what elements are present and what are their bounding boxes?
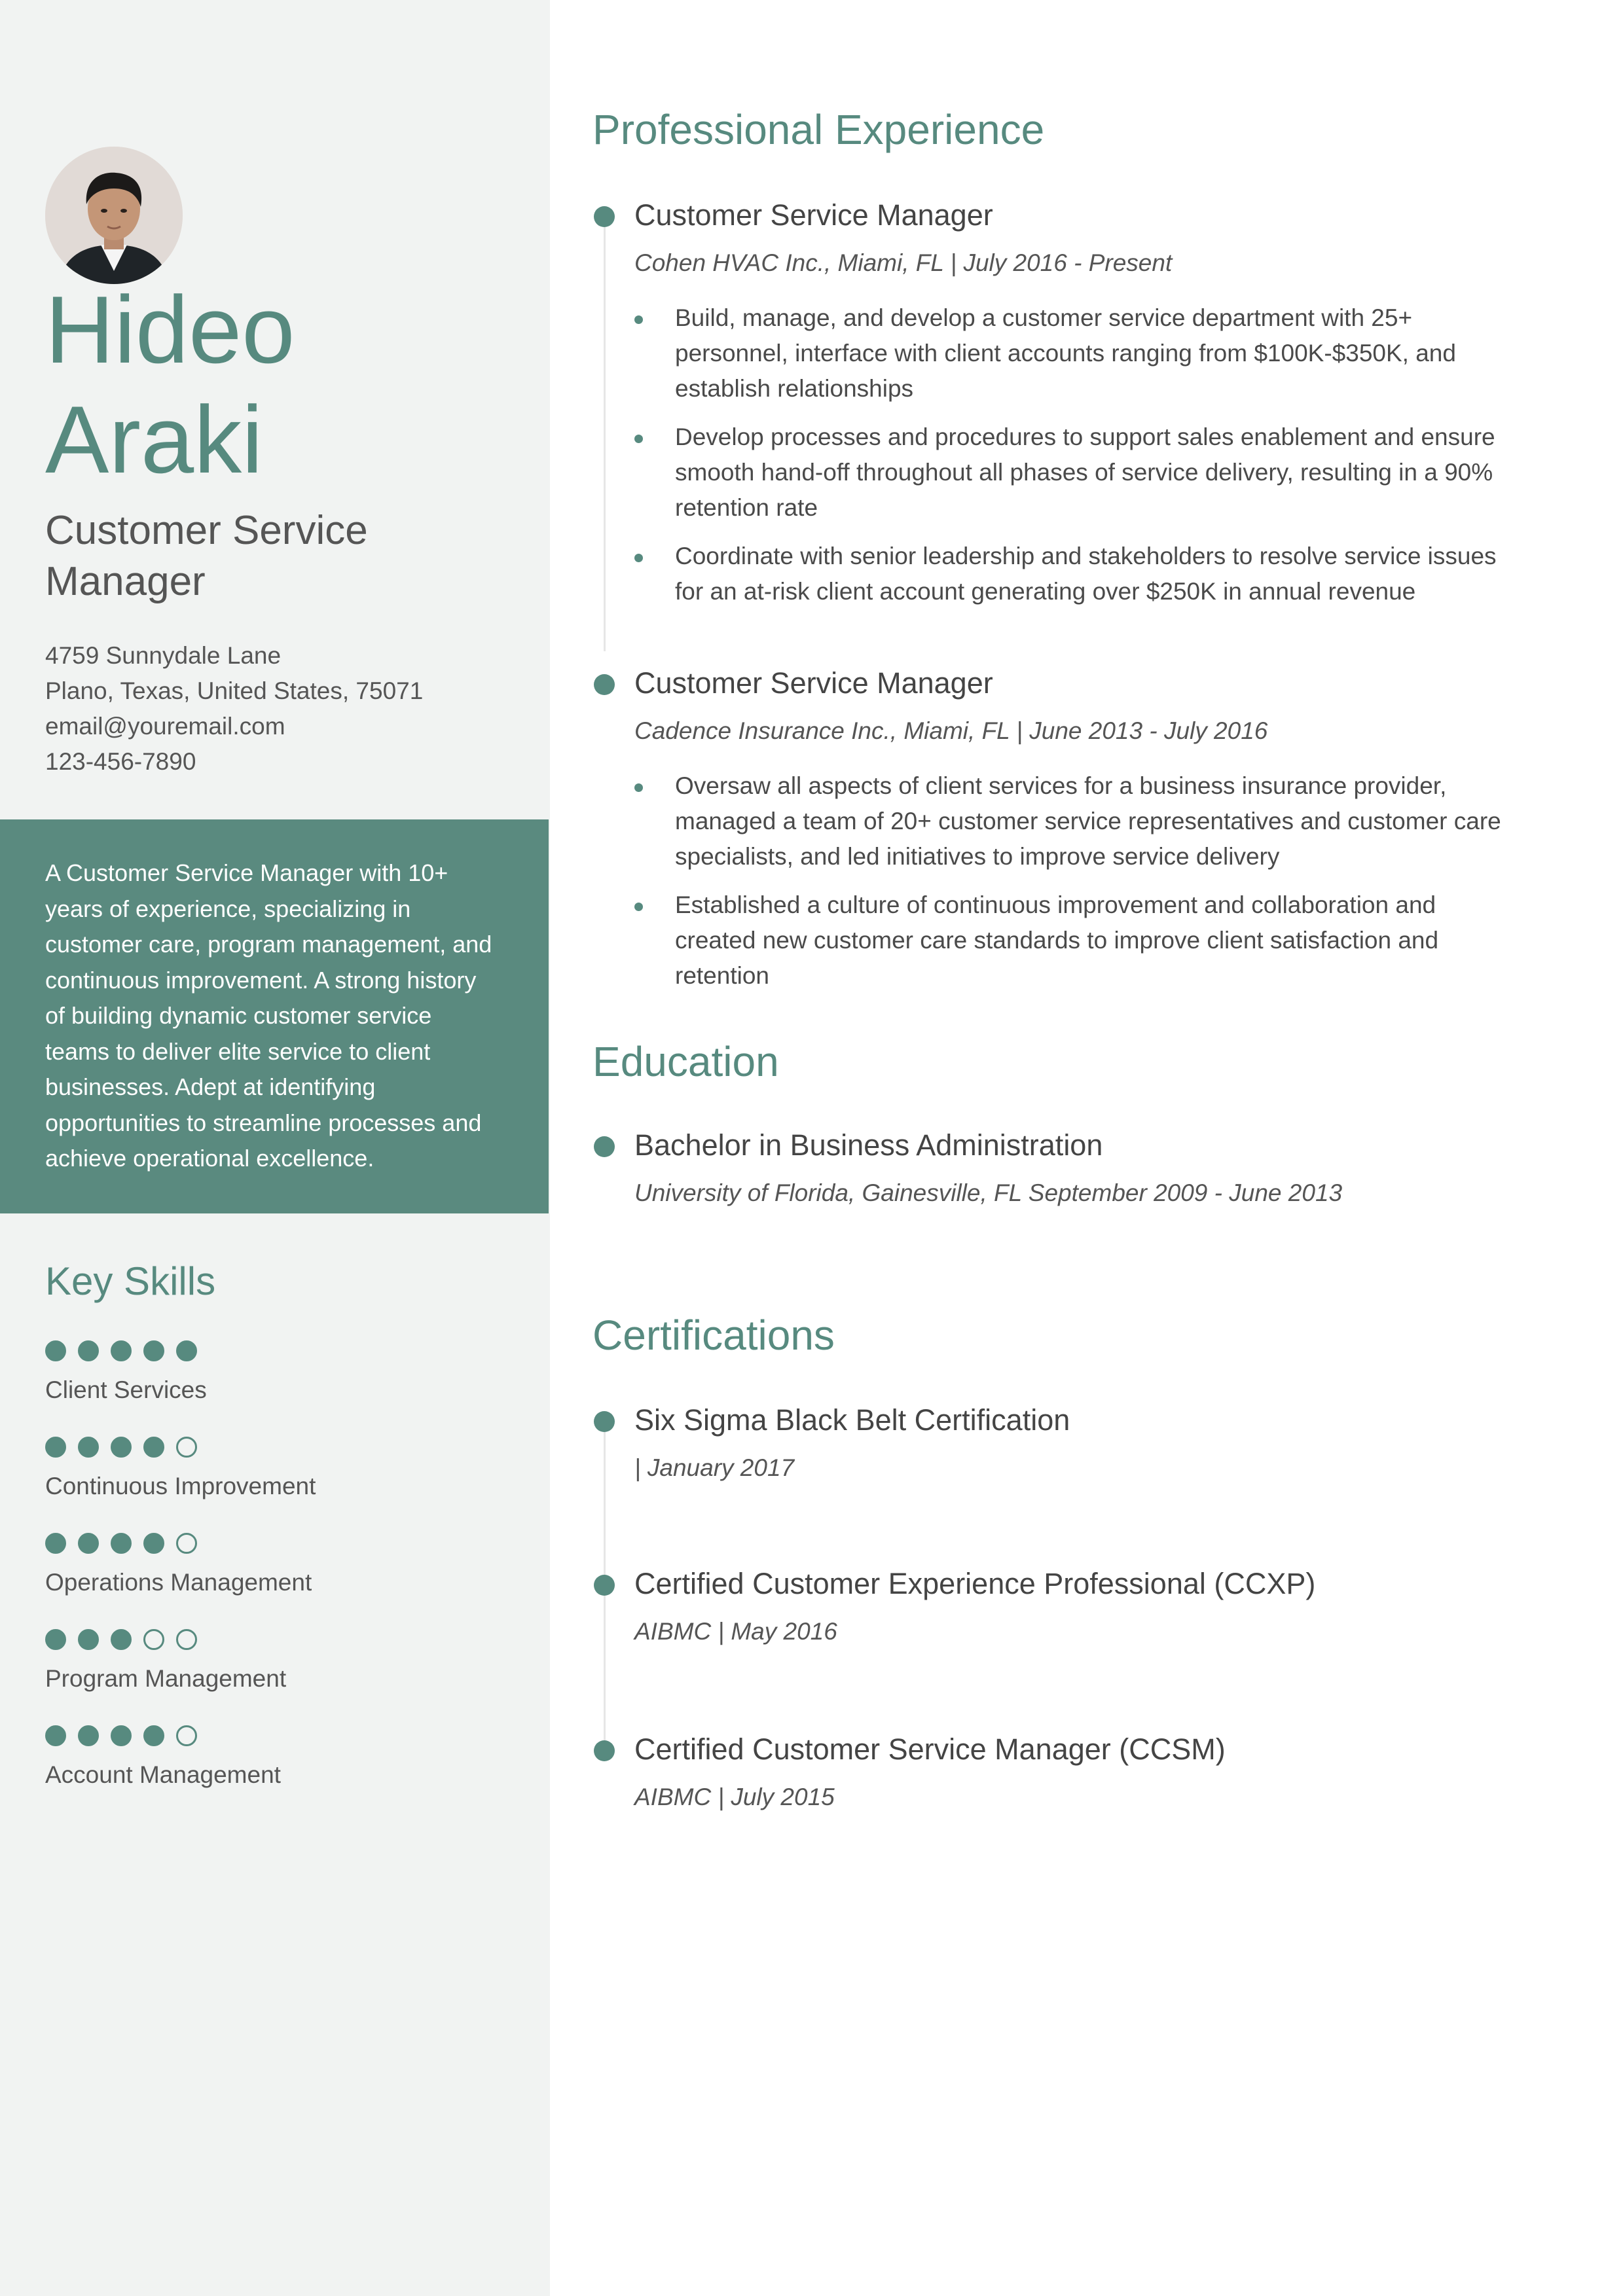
certification-name: Six Sigma Black Belt Certification <box>634 1403 1070 1437</box>
certification-name: Certified Customer Experience Professional (CCXP) <box>634 1567 1316 1600</box>
rating-dot-filled <box>111 1629 132 1650</box>
timeline-dot <box>594 674 615 695</box>
experience-role: Customer Service Manager <box>634 666 993 700</box>
bullet-text: Established a culture of continuous improvement and collaboration and created new customer care standards to improve client satisfaction and retention <box>675 891 1439 989</box>
certification-meta: AIBMC | May 2016 <box>634 1618 837 1645</box>
experience-role: Customer Service Manager <box>634 198 993 232</box>
rating-dot-filled <box>78 1340 99 1361</box>
rating-dot-filled <box>45 1437 66 1458</box>
rating-dot-filled <box>45 1725 66 1746</box>
summary-text: A Customer Service Manager with 10+ years of experience, specializing in customer care, program management, and continuous improvement. A strong history of building dynamic customer service teams to deliver elite service to client businesses. Adept at identifying opportunities to streamline processes and achieve operational excellence. <box>45 859 492 1172</box>
last-name: Araki <box>45 386 263 493</box>
bullet-text: Develop processes and procedures to support sales enablement and ensure smooth hand-off throughout all phases of service delivery, resulting in a 90% retention rate <box>675 423 1495 521</box>
timeline-dot <box>594 1740 615 1761</box>
timeline-dot <box>594 1411 615 1432</box>
skill-item <box>45 1629 316 1725</box>
bullet-item <box>634 420 1522 526</box>
bullet-dot <box>634 783 643 792</box>
rating-dot-filled <box>78 1437 99 1458</box>
sidebar <box>0 0 550 2296</box>
certifications-title: Certifications <box>593 1312 835 1359</box>
skill-item <box>45 1437 316 1533</box>
timeline-dot <box>594 1136 615 1157</box>
education-degree: Bachelor in Business Administration <box>634 1128 1103 1162</box>
experience-meta: Cadence Insurance Inc., Miami, FL | June 2013 - July 2016 <box>634 717 1268 744</box>
rating-dot-filled <box>78 1629 99 1650</box>
rating-dot-filled <box>111 1437 132 1458</box>
experience-timeline <box>604 219 606 651</box>
rating-dot-empty <box>176 1629 197 1650</box>
certification-meta: | January 2017 <box>634 1454 795 1481</box>
timeline-dot <box>594 1575 615 1596</box>
bullet-item <box>634 888 1522 994</box>
summary-box <box>0 819 549 1213</box>
rating-dot-filled <box>143 1533 164 1554</box>
education-title: Education <box>593 1038 779 1085</box>
rating-dot-filled <box>143 1437 164 1458</box>
rating-dot-filled <box>143 1725 164 1746</box>
rating-dot-filled <box>111 1725 132 1746</box>
rating-dot-filled <box>45 1340 66 1361</box>
email[interactable]: email@youremail.com <box>45 713 285 740</box>
person-photo-icon <box>45 147 183 284</box>
bullet-item <box>634 300 1522 406</box>
contact-info <box>45 638 423 780</box>
skill-rating <box>45 1340 316 1361</box>
experience-meta: Cohen HVAC Inc., Miami, FL | July 2016 - Present <box>634 249 1173 276</box>
rating-dot-filled <box>111 1533 132 1554</box>
rating-dot-filled <box>176 1340 197 1361</box>
job-title: Customer Service Manager <box>45 508 368 604</box>
bullet-item <box>634 768 1522 874</box>
bullet-dot <box>634 435 643 443</box>
rating-dot-filled <box>78 1533 99 1554</box>
candidate-name <box>45 275 295 495</box>
skill-rating <box>45 1437 316 1458</box>
timeline-dot <box>594 206 615 227</box>
rating-dot-filled <box>143 1340 164 1361</box>
bullet-text: Build, manage, and develop a customer service department with 25+ personnel, interface with client accounts ranging from $100K-$350K, and establish relationships <box>675 304 1456 402</box>
skill-rating <box>45 1725 316 1746</box>
skills-list <box>45 1340 316 1821</box>
bullet-dot <box>634 315 643 324</box>
address-line-2: Plano, Texas, United States, 75071 <box>45 677 424 704</box>
address-line-1: 4759 Sunnydale Lane <box>45 642 282 669</box>
skill-rating <box>45 1533 316 1554</box>
bullet-dot <box>634 554 643 562</box>
bullet-text: Oversaw all aspects of client services for a business insurance provider, managed a team of 20+ customer service representatives and customer care specialists, and led initiatives to improve service delivery <box>675 772 1501 870</box>
rating-dot-empty <box>176 1437 197 1458</box>
skill-rating <box>45 1629 316 1650</box>
rating-dot-filled <box>45 1533 66 1554</box>
experience-bullets <box>634 768 1522 1007</box>
phone[interactable]: 123-456-7890 <box>45 748 196 775</box>
skill-name: Client Services <box>45 1376 207 1403</box>
skill-item <box>45 1533 316 1629</box>
skills-title: Key Skills <box>45 1259 216 1303</box>
rating-dot-empty <box>176 1725 197 1746</box>
skill-name: Continuous Improvement <box>45 1473 316 1499</box>
skill-name: Program Management <box>45 1665 287 1692</box>
rating-dot-filled <box>45 1629 66 1650</box>
skill-name: Operations Management <box>45 1569 312 1596</box>
rating-dot-filled <box>78 1725 99 1746</box>
bullet-text: Coordinate with senior leadership and stakeholders to resolve service issues for an at-risk client account generating over $250K in annual revenue <box>675 543 1497 605</box>
skill-name: Account Management <box>45 1761 281 1788</box>
experience-bullets <box>634 300 1522 622</box>
certification-name: Certified Customer Service Manager (CCSM) <box>634 1732 1226 1766</box>
rating-dot-empty <box>143 1629 164 1650</box>
education-meta: University of Florida, Gainesville, FL September 2009 - June 2013 <box>634 1179 1343 1206</box>
experience-title: Professional Experience <box>593 106 1045 153</box>
profile-photo <box>45 147 183 284</box>
rating-dot-filled <box>111 1340 132 1361</box>
skill-item <box>45 1340 316 1437</box>
first-name: Hideo <box>45 276 295 383</box>
bullet-item <box>634 539 1522 609</box>
certification-meta: AIBMC | July 2015 <box>634 1784 835 1810</box>
rating-dot-empty <box>176 1533 197 1554</box>
bullet-dot <box>634 903 643 911</box>
skill-item <box>45 1725 316 1821</box>
